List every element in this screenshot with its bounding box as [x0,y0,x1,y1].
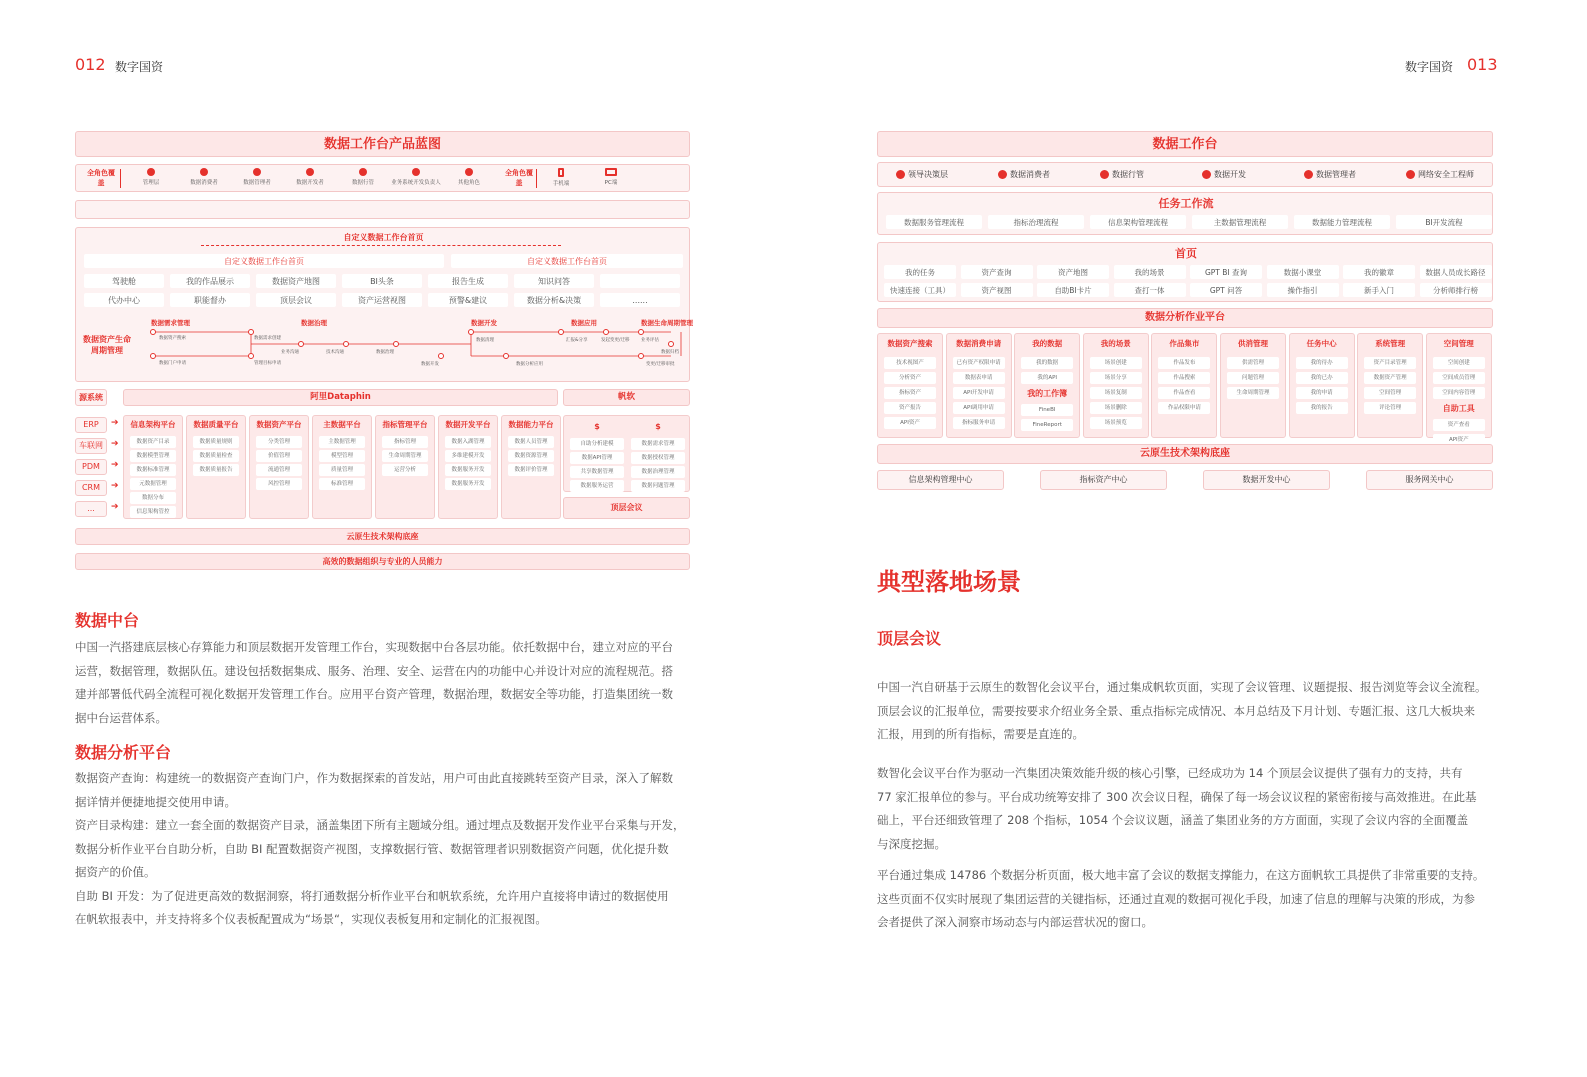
arrow-right-icon: ➔ [111,502,119,512]
lifecycle-stage: 数据开发 [471,319,497,327]
wb-task: 信息架构管理流程 [1090,215,1186,229]
custom-item: 数据资产地图 [256,274,336,288]
right-paragraph-1 [877,676,1497,747]
platform-name: 主数据平台 [323,420,361,429]
platform-column [501,415,561,519]
wb-column-item: 作品搜索 [1158,372,1210,384]
device-label: 手机端 [552,181,570,187]
wb-center: 指标资产中心 [1040,470,1167,490]
wb-task: 数据能力管理流程 [1294,215,1390,229]
platform-item: 主数据管理 [319,436,365,448]
wb-home-item: 我的徽章 [1343,265,1415,279]
text-line: 会者提供了深入洞察市场动态与内部运营状况的窗口。 [877,915,1153,929]
wb-center: 数据开发中心 [1203,470,1330,490]
text-line: 数智化会议平台作为驱动一汽集团决策效能升级的核心引擎，已经成功为 14 个顶层会议提供了强有力的支持，共有 [877,766,1463,780]
wb-analysis-title: 数据分析作业平台 [877,308,1493,328]
wb-column-item: 作品发布 [1158,357,1210,369]
fanruan-item: 数据问题管理 [631,480,685,492]
lifecycle-node: 变更/迁移审批 [646,362,675,367]
role-4 [285,168,335,186]
custom-sub-1: 自定义数据工作台首页 [84,254,444,268]
platform-name: 信息架构平台 [130,420,176,429]
wb-column-item: 数据资产管理 [1364,372,1416,384]
device-1 [546,168,576,187]
wb-home-item: 自助BI卡片 [1037,283,1109,297]
wb-column-item: 资产报告 [884,402,936,414]
wb-column-item: 技术视图产 [884,357,936,369]
wb-column-item: 作品权限申请 [1158,402,1210,414]
source-label: 源系统 [75,389,107,406]
platform-item: 信息架构管控 [130,506,176,518]
custom-item [600,274,680,288]
person-icon [412,168,420,176]
person-icon [359,168,367,176]
person-icon [1202,170,1211,179]
role-label: 数据管理者 [243,180,271,186]
person-icon [998,170,1007,179]
custom-sub-2: 自定义数据工作台首页 [451,254,683,268]
top-meeting-box: 顶层会议 [563,497,690,519]
wb-role-3 [1100,169,1144,180]
wb-column-item: 空间内容管理 [1433,387,1485,399]
wb-task: 主数据管理流程 [1192,215,1288,229]
text-line: 顶层会议的汇报单位，需要按要求介绍业务全景、重点指标完成情况、本月总结及下月计划、专题汇报、这几大板块来 [877,703,1475,718]
dataphin-bar: 阿里Dataphin [123,389,558,406]
platform-column [375,415,435,519]
role-label: 其他角色 [457,180,480,186]
wb-column-item: 我的工作簿 [1027,389,1068,398]
lifecycle-flow [141,316,686,378]
wb-column-name: 数据消费申请 [956,339,1002,348]
wb-column-name: 数据资产搜索 [887,339,933,348]
lifecycle-label: 数据资产生命周期管理 [83,335,131,355]
platform-item: 数据评价管理 [508,464,554,476]
platform-name: 数据质量平台 [193,420,239,429]
role-label: 数据消费者 [190,180,218,186]
wb-home-item: 资产查询 [961,265,1033,279]
text-line: 据中台运营体系。 [75,710,167,725]
text-line: 数据资产查询：构建统一的数据资产查询门户，作为数据探索的首发站，用户可由此直接跳转至资产目录，深入了解数 [75,771,673,785]
wb-home-item: GPT 问答 [1190,283,1262,297]
text-line: 汇报，用到的所有指标，需要是直连的。 [877,727,1084,741]
right-page-title: 数字国资 [1405,60,1454,74]
platform-item: 流通管理 [256,464,302,476]
text-line: 中国一汽搭建底层核心存算能力和顶层数据开发管理工作台，实现数据中台各层功能。依托数据中台，建立对应的平台 [75,640,673,654]
wb-task: 指标治理流程 [988,215,1084,229]
monitor-icon [605,168,617,176]
text-line: 平台通过集成 14786 个数据分析页面，极大地丰富了会议的数据支撑能力，在这方面帆软工具提供了非常重要的支持。 [877,868,1485,882]
text-line: 运营，数据管理，数据队伍。建设包括数据集成、服务、治理、安全、运营在内的功能中心并设计对应的流程规范。搭 [75,663,673,678]
wb-role-5 [1304,169,1356,180]
left-heading-1: 数据中台 [75,611,140,630]
platform-name: 数据资产平台 [256,420,302,429]
lifecycle-stage: 数据治理 [301,319,327,327]
lifecycle-stage: 数据应用 [571,319,597,327]
wb-column-name: 我的场景 [1100,339,1131,348]
platform-item: 数据质量报告 [193,464,239,476]
platform-item: 数据质量规则 [193,436,239,448]
wb-column [1357,333,1423,438]
wb-home-item: GPT BI 查询 [1190,265,1262,279]
lifecycle-node: 业务评估 [641,338,659,343]
fanruan-item: 数据治理管理 [631,466,685,478]
wb-role-label: 领导决策层 [908,170,948,179]
lifecycle-node: 发起变更/迁移 [601,338,630,343]
platform-column [123,415,183,519]
custom-item: 知识问答 [514,274,594,288]
role-label: 数据行管 [351,180,374,186]
left-page-title: 数字国资 [115,60,164,74]
wb-column-name: 供消管理 [1238,339,1268,348]
custom-item: 数据分析&决策 [514,293,594,307]
wb-role-label: 数据行管 [1112,170,1144,179]
lifecycle-node: 数据资产搜索 [159,336,186,341]
platform-name: 数据开发平台 [445,420,491,429]
lifecycle-stage: 数据需求管理 [151,319,190,327]
text-line: 数据分析作业平台自助分析，自助 BI 配置数据资产视图，支撑数据行管、数据管理者识别数据资产问题，优化提升数 [75,841,669,856]
fanruan-col [568,418,626,494]
platform-name: 指标管理平台 [382,420,428,429]
platform-item: 质量管理 [319,464,365,476]
fanruan-item: 自助分析建模 [570,438,624,450]
lifecycle-node: 数据清理 [476,338,494,343]
empty-bar [75,200,690,219]
wb-home-item: 我的任务 [884,265,956,279]
wb-role-label: 数据开发 [1214,170,1246,179]
text-line: 建并部署低代码全流程可视化数据开发管理工作台。应用平台资产管理，数据治理，数据安全等功能，打造集团统一数 [75,687,673,701]
left-page-number: 012 [75,55,106,74]
wb-column-name: 我的数据 [1032,339,1063,348]
source-4: CRM [75,480,107,496]
role-bar [75,164,690,192]
wb-task-title: 任务工作流 [1158,197,1214,210]
wb-column [946,333,1012,438]
wb-column-item: 供需管理 [1227,357,1279,369]
text-line: 础上，平台还细致管理了 208 个指标，1054 个会议议题，涵盖了集团业务的方方面面，实现了会议内容的全面覆盖 [877,813,1469,827]
custom-item: 顶层会议 [256,293,336,307]
text-line: 与深度挖掘。 [877,836,946,851]
wb-column-item: 场景创建 [1090,357,1142,369]
arrow-right-icon: ➔ [111,439,119,449]
custom-item: 预警&建议 [428,293,508,307]
platform-item: 数据服务开发 [445,478,491,490]
wb-column-item: 评论管理 [1364,402,1416,414]
wb-column-item: 作品查看 [1158,387,1210,399]
wb-home-item: 新手入门 [1343,283,1415,297]
person-icon [1100,170,1109,179]
wb-column-item: 场景分享 [1090,372,1142,384]
role-3 [232,168,282,186]
custom-item: ...... [600,293,680,307]
fanruan-item: 数据授权管理 [631,452,685,464]
wb-home-item: 分析师排行榜 [1420,283,1492,297]
wb-column-item: 我的申请 [1296,387,1348,399]
role-label: 管理层 [142,180,160,186]
wb-column-item: FineReport [1021,419,1073,431]
source-3: PDM [75,459,107,475]
lifecycle-node: 管理目标申请 [254,361,281,366]
fanruan-head: $ [594,422,600,431]
text-line: 这些页面不仅实时展现了集团运营的关键指标，还通过直观的数据可视化手段，加速了信息的理解与决策的形成，为参 [877,891,1475,906]
wb-role-label: 网络安全工程师 [1418,170,1474,179]
right-sub-heading: 顶层会议 [877,629,942,648]
person-icon [1304,170,1313,179]
wb-column-item: 我的API [1021,372,1073,384]
lifecycle-node: 数据归档 [661,350,679,355]
wb-column-item: 空间创建 [1433,357,1485,369]
platform-item: 指标管理 [382,436,428,448]
source-1: ERP [75,417,107,433]
custom-item: BI头条 [342,274,422,288]
person-icon [200,168,208,176]
left-paragraph-1 [75,636,695,730]
wb-column-item: 自助工具 [1442,404,1475,413]
left-heading-2: 数据分析平台 [75,743,172,762]
text-line: 中国一汽自研基于云原生的数智化会议平台，通过集成帆软页面，实现了会议管理、议题提报、报告浏览等会议全流程。 [877,680,1487,694]
custom-item: 驾驶舱 [84,274,164,288]
wb-home-title: 首页 [1175,247,1197,260]
custom-home-section [75,227,693,382]
wb-column-item: 资产目录管理 [1364,357,1416,369]
person-icon [1406,170,1415,179]
platform-item: 模型管理 [319,450,365,462]
arrow-right-icon: ➔ [111,481,119,491]
wb-home-section [877,242,1493,302]
wb-home-item: 操作指引 [1267,283,1339,297]
wb-column-item: 我的报告 [1296,402,1348,414]
text-line: 资产目录构建：建立一套全面的数据资产目录，涵盖集团下所有主题域分组。通过埋点及数据开发作业平台采集与开发， [75,818,685,832]
source-2: 车联网 [75,438,107,454]
platform-item: 多维建模开发 [445,450,491,462]
wb-column [1083,333,1149,438]
wb-column-item: 数据表申请 [953,372,1005,384]
right-paragraph-3 [877,864,1497,935]
text-line: 77 家汇报单位的参与。平台成功统筹安排了 300 次会议日程，确保了每一场会议议程的紧密衔接与高效推进。在此基 [877,789,1477,804]
lifecycle-node: 汇报&分享 [566,338,588,343]
platform-item: 元数据管理 [130,478,176,490]
platform-item: 数据模型管理 [130,450,176,462]
lifecycle-node: 数据分析应用 [516,362,543,367]
wb-column [1289,333,1355,438]
wb-column [1426,333,1492,443]
phone-icon [558,168,564,177]
wb-home-item: 快速连接（工具） [884,283,956,297]
wb-task: BI开发流程 [1396,215,1492,229]
wb-column-item: 指标服务申请 [953,417,1005,429]
right-paragraph-2 [877,762,1497,856]
platform-item: 数据资源管理 [508,450,554,462]
lifecycle-node: 技术沟通 [326,350,344,355]
wb-role-label: 数据消费者 [1010,170,1050,179]
fanruan-item: 数据API管理 [570,452,624,464]
wb-column-item: API开发申请 [953,387,1005,399]
platform-item: 数据资产目录 [130,436,176,448]
wb-column-name: 作品集市 [1169,339,1200,348]
lifecycle-node: 业务沟通 [281,350,299,355]
platform-column [438,415,498,519]
wb-column-name: 空间管理 [1443,339,1474,348]
platform-item: 价值管理 [256,450,302,462]
role-7 [444,168,494,186]
wb-task: 数据服务管理流程 [886,215,982,229]
wb-column-item: API资产 [1433,434,1485,446]
platform-column [186,415,246,519]
bp-org-bar: 高效的数据组织与专业的人员能力 [75,553,690,570]
lifecycle-node: 数据门户申请 [159,361,186,366]
role-5 [338,168,388,186]
wb-column-item: API调用申请 [953,402,1005,414]
wb-column-item: 分析资产 [884,372,936,384]
left-paragraph-2 [75,767,695,932]
wb-column-item: 场景预览 [1090,417,1142,429]
arrow-right-icon: ➔ [111,418,119,428]
fanruan-item: 共享数据管理 [570,466,624,478]
wb-task-section [877,192,1493,235]
arrow-right-icon: ➔ [111,460,119,470]
platform-item: 数据服务开发 [445,464,491,476]
bp-cloud-bar: 云原生技术架构底座 [75,528,690,545]
text-line: 据详情并便捷地提交使用申请。 [75,794,236,809]
wb-column-item: 资产查看 [1433,419,1485,431]
right-page-number: 013 [1467,55,1498,74]
wb-home-item: 我的场景 [1114,265,1186,279]
role-label: 业务系统开发负责人 [391,180,441,186]
right-main-heading: 典型落地场景 [877,568,1021,596]
device-2 [596,168,626,186]
source-5: ... [75,501,107,517]
wb-role-4 [1202,169,1246,180]
role-2 [179,168,229,186]
wb-column [1151,333,1217,438]
role-group-label-1: 全角色覆盖 [87,169,115,187]
fanruan-item: 数据需求管理 [631,438,685,450]
wb-cloud-bar: 云原生技术架构底座 [877,444,1493,464]
wb-column-item: 场景复制 [1090,387,1142,399]
wb-role-1 [896,169,948,180]
text-line: 自助 BI 开发：为了促进更高效的数据洞察，将打通数据分析作业平台和帆软系统，允许用户直接将申请过的数据使用 [75,888,669,903]
wb-home-item: 查打一体 [1114,283,1186,297]
device-label: PC端 [604,180,618,186]
wb-center: 服务网关中心 [1366,470,1493,490]
fanruan-col [629,418,687,494]
custom-item: 我的作品展示 [170,274,250,288]
person-icon [306,168,314,176]
wb-column-item: 已有资产权限申请 [953,357,1005,369]
wb-column-item: 生命周期管理 [1227,387,1279,399]
platform-item: 数据质量检查 [193,450,239,462]
lifecycle-node: 数据需求创建 [254,336,281,341]
wb-column-item: 我的待办 [1296,357,1348,369]
wb-column-item: 指标资产 [884,387,936,399]
fanruan-bar: 帆软 [563,389,690,406]
platform-column [312,415,372,519]
wb-column [877,333,943,438]
platform-item: 数据入湖管理 [445,436,491,448]
lifecycle-node: 数据治理 [376,350,394,355]
platform-item: 标准管理 [319,478,365,490]
person-icon [253,168,261,176]
wb-role-label: 数据管理者 [1316,170,1356,179]
lifecycle-stage: 数据生命周期管理 [641,319,693,327]
text-line: 据资产的价值。 [75,865,156,879]
text-line: 在帆软报表中，并支持将多个仪表板配置成为“场景“，实现仪表板复用和定制化的汇报视图。 [75,912,547,926]
platform-column [249,415,309,519]
platform-item: 风控管理 [256,478,302,490]
wb-role-bar [877,162,1493,187]
wb-column-item: 我的已办 [1296,372,1348,384]
wb-column-item: API资产 [884,417,936,429]
platform-item: 运营分析 [382,464,428,476]
custom-item: 资产运营视图 [342,293,422,307]
blueprint-title: 数据工作台产品蓝图 [75,131,690,157]
wb-column [1014,333,1080,438]
fanruan-head: $ [655,422,661,431]
wb-column-name: 任务中心 [1306,339,1337,348]
role-label: 数据开发者 [296,180,324,186]
fanruan-tools [563,415,690,492]
platform-item: 数据分布 [130,492,176,504]
wb-column-item: 我的数据 [1021,357,1073,369]
role-6 [391,168,441,186]
platform-item: 分类管理 [256,436,302,448]
platform-item: 生命周期管理 [382,450,428,462]
custom-item: 报告生成 [428,274,508,288]
fanruan-item: 数据服务运营 [570,480,624,492]
platform-name: 数据能力平台 [508,420,554,429]
person-icon [465,168,473,176]
wb-column-name: 系统管理 [1375,339,1406,348]
custom-home-title: 自定义数据工作台首页 [343,233,424,242]
wb-home-item: 资产地图 [1037,265,1109,279]
custom-item: 代办中心 [84,293,164,307]
wb-role-6 [1406,169,1474,180]
wb-home-item: 数据人员成长路径 [1420,265,1492,279]
workbench-title: 数据工作台 [877,131,1493,157]
person-icon [147,168,155,176]
platform-item: 数据人员管理 [508,436,554,448]
wb-home-item: 数据小课堂 [1267,265,1339,279]
person-icon [896,170,905,179]
lifecycle-node: 数据开发 [421,362,439,367]
role-group-label-2: 全角色覆盖 [505,169,533,187]
lifecycle-area [141,316,693,378]
custom-item: 职能督办 [170,293,250,307]
wb-role-2 [998,169,1050,180]
role-1 [126,168,176,186]
wb-column-item: 空间管理 [1364,387,1416,399]
wb-column-item: FineBI [1021,404,1073,416]
wb-column-item: 问题管理 [1227,372,1279,384]
platform-item: 数据标准管理 [130,464,176,476]
wb-column [1220,333,1286,438]
wb-column-item: 场景删除 [1090,402,1142,414]
wb-home-item: 资产视图 [961,283,1033,297]
wb-center: 信息架构管理中心 [877,470,1004,490]
wb-column-item: 空间成员管理 [1433,372,1485,384]
